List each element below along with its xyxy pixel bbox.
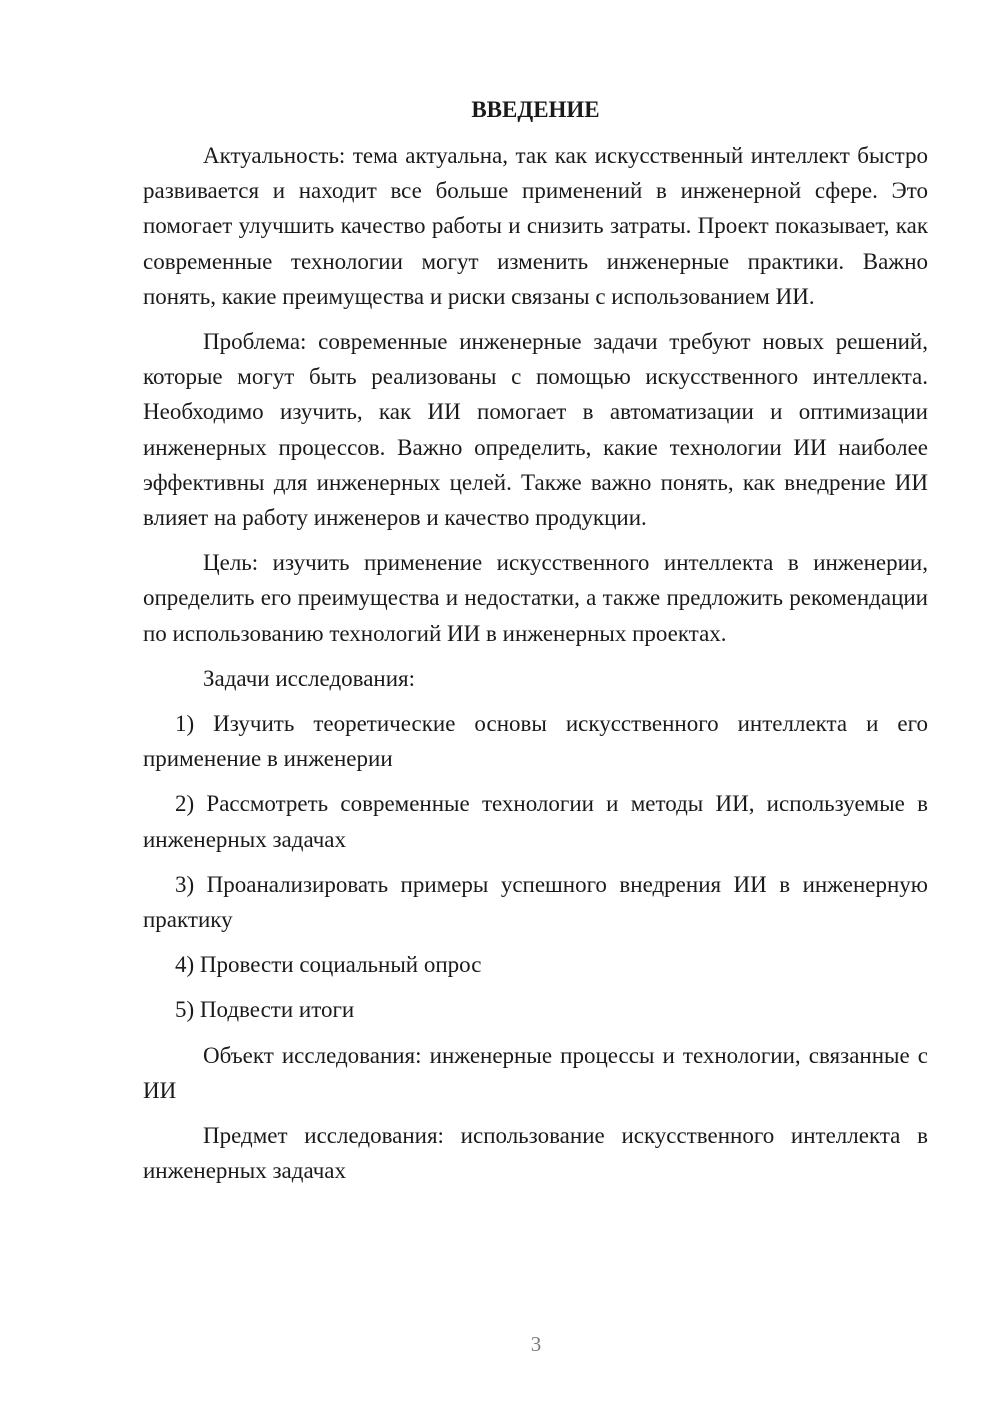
section-title: ВВЕДЕНИЕ — [471, 97, 600, 122]
tasks-heading: Задачи исследования: — [203, 665, 416, 691]
task-item-4: 4) Провести социальный опрос — [175, 952, 482, 978]
task-item-3: 3) Проанализировать примеры успешного внедрения ИИ в инженерную практику — [143, 871, 928, 933]
goal-paragraph: Цель: изучить применение искусственного интеллекта в инженерии, определить его преимущества и недостатки, а также предложить рекомендации по использованию технологий ИИ в инженерных проектах. — [143, 550, 928, 646]
problem-paragraph: Проблема: современные инженерные задачи требуют новых решений, которые могут быть реализованы с помощью искусственного интеллекта. Необходимо изучить, как ИИ помогает в автоматизации и оптимизации инженерных процессов. Важно определить, какие технологии ИИ наиболее эффективны для инженерных целей. Также важно понять, как внедрение ИИ влияет на работу инженеров и качество продукции. — [143, 329, 928, 531]
document-page — [143, 94, 928, 1198]
page-number: 3 — [530, 1332, 542, 1356]
task-item-5: 5) Подвести итоги — [175, 997, 355, 1023]
relevance-paragraph: Актуальность: тема актуальна, так как искусственный интеллект быстро развивается и находит все больше применений в инженерной сфере. Это помогает улучшить качество работы и снизить затраты. Проект показывает, как современные технологии могут изменить инженерные практики. Важно понять, какие преимущества и риски связаны с использованием ИИ. — [143, 143, 928, 309]
object-paragraph: Объект исследования: инженерные процессы и технологии, связанные с ИИ — [143, 1042, 928, 1103]
subject-paragraph: Предмет исследования: использование искусственного интеллекта в инженерных задачах — [143, 1123, 928, 1184]
task-item-1: 1) Изучить теоретические основы искусственного интеллекта и его применение в инженерии — [143, 711, 928, 772]
task-item-2: 2) Рассмотреть современные технологии и методы ИИ, используемые в инженерных задачах — [143, 791, 928, 852]
